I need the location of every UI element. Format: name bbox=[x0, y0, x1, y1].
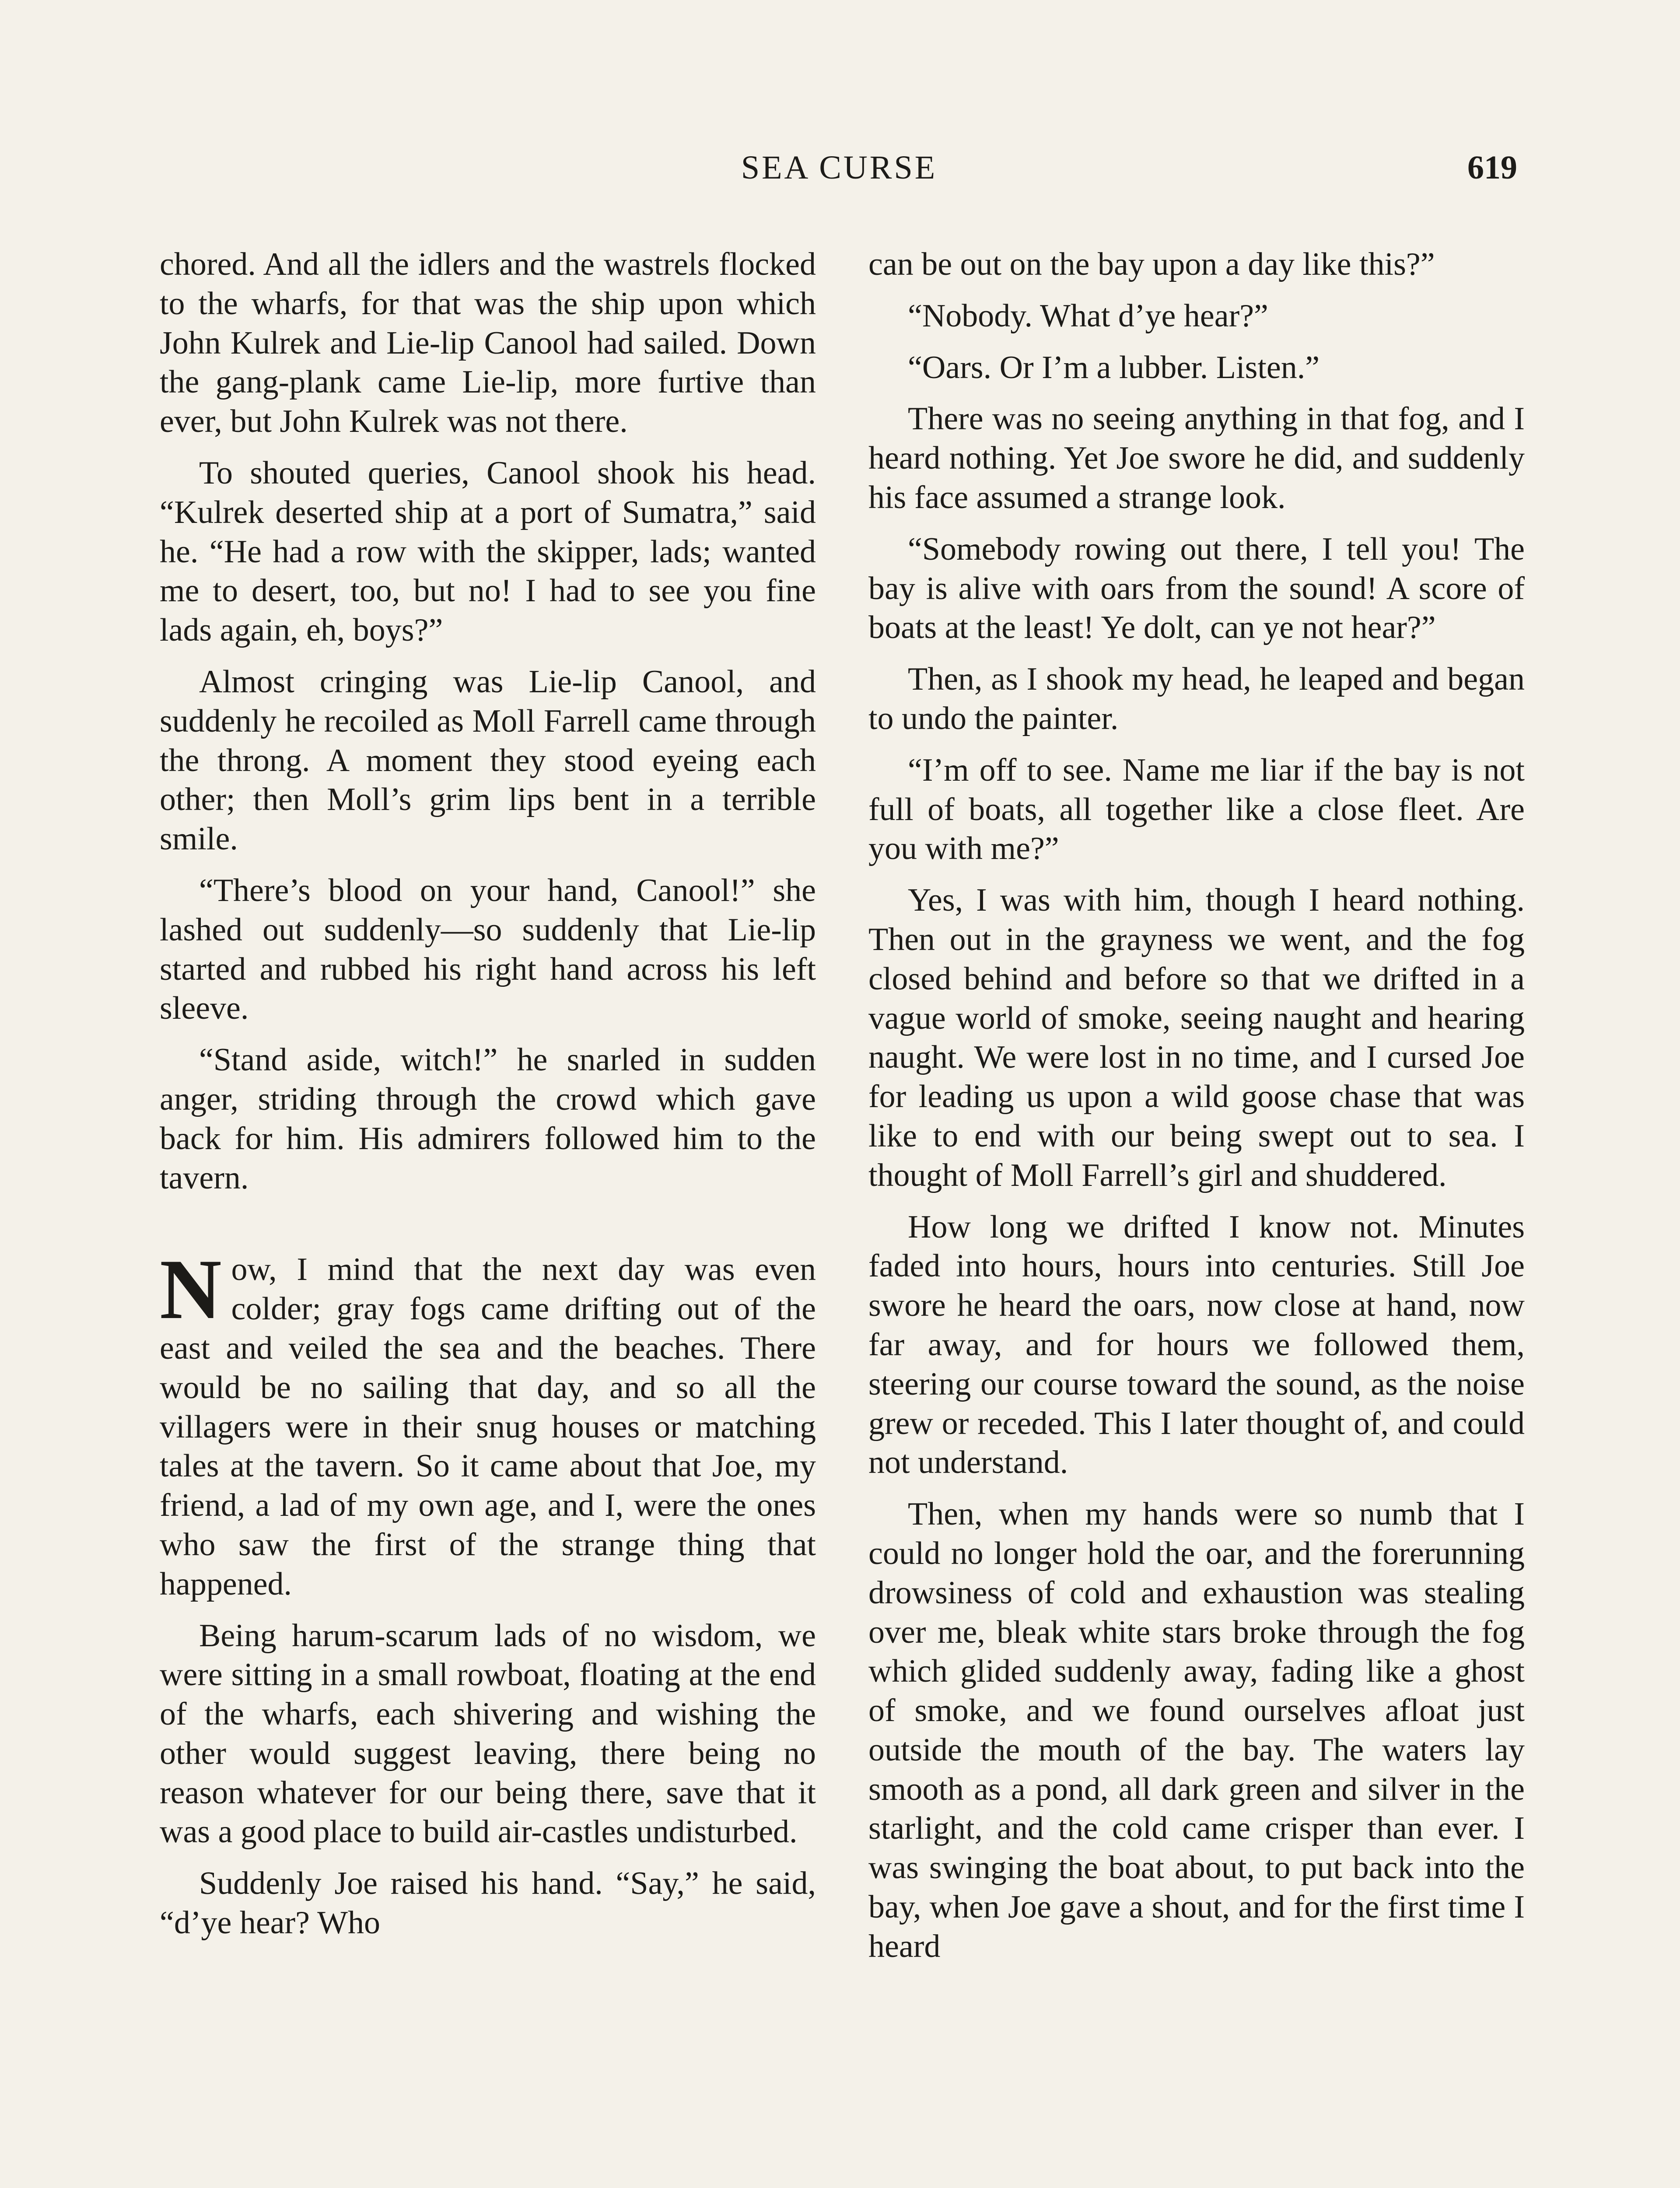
page-header bbox=[161, 149, 1517, 197]
paragraph: Being harum-scarum lads of no wisdom, we were sitting in a small rowboat, floating at the end of the wharfs, each shivering and wishing the other would suggest leaving, there being no reason whatever for our being there, save that it was a good place to build air-castles undisturbed. bbox=[160, 1617, 816, 1850]
running-title: SEA CURSE bbox=[741, 149, 938, 186]
paragraph: “Nobody. What d’ye hear?” bbox=[908, 298, 1268, 334]
paragraph: Then, as I shook my head, he leaped and began to undo the painter. bbox=[868, 661, 1525, 736]
paragraph: “There’s blood on your hand, Canool!” she lashed out suddenly—so suddenly that Lie-lip started and rubbed his right hand across his left sleeve. bbox=[160, 872, 816, 1027]
paragraph: Suddenly Joe raised his hand. “Say,” he said, “d’ye hear? Who bbox=[160, 1865, 816, 1941]
paragraph: Then, when my hands were so numb that I could no longer hold the oar, and the forerunning drowsiness of cold and exhaustion was stealing over me, bleak white stars broke through the fog which glided suddenly away, fading like a ghost of smoke, and we found ourselves afloat just outside the mouth of the bay. The waters lay smooth as a pond, all dark green and silver in the starlight, and the cold came crisper than ever. I was swinging the boat about, to put back into the bay, when Joe gave a shout, and for the first time I heard bbox=[868, 1496, 1525, 1964]
section-text: ow, I mind that the next day was even colder; gray fogs came drifting out of the east and veiled the sea and the beaches. There would be no sailing that day, and so all the villagers were in their snug houses or matching tales at the tavern. So it came about that Joe, my friend, a lad of my own age, and I, were the ones who saw the first of the strange thing that happened. bbox=[160, 1252, 816, 1602]
paragraph: “Somebody rowing out there, I tell you! The bay is alive with oars from the sound! A score of boats at the least! Ye dolt, can ye not hear?” bbox=[868, 531, 1525, 646]
paragraph: To shouted queries, Canool shook his head. “Kulrek deserted ship at a port of Sumatra,” said he. “He had a row with the skipper, lads; wanted me to desert, too, but no! I had to see you fine lads again, eh, boys?” bbox=[160, 455, 816, 649]
paragraph: Almost cringing was Lie-lip Canool, and suddenly he recoiled as Moll Farrell came through the throng. A moment they stood eyeing each other; then Moll’s grim lips bent in a terrible smile. bbox=[160, 663, 816, 857]
left-column bbox=[160, 245, 816, 1955]
page-number: 619 bbox=[1467, 149, 1517, 186]
paragraph: can be out on the bay upon a day like this?” bbox=[868, 246, 1435, 282]
paragraph: How long we drifted I know not. Minutes faded into hours, hours into centuries. Still Joe swore he heard the oars, now close at hand, now far away, and for hours we followed them, steering our course toward the sound, as the noise grew or receded. This I later thought of, and could not understand. bbox=[868, 1209, 1525, 1481]
paragraph: “I’m off to see. Name me liar if the bay is not full of boats, all together like a close fleet. Are you with me?” bbox=[868, 752, 1525, 867]
right-column bbox=[868, 245, 1525, 1979]
paragraph: chored. And all the idlers and the wastrels flocked to the wharfs, for that was the ship upon which John Kulrek and Lie-lip Canool had sailed. Down the gang-plank came Lie-lip, more furtive than ever, but John Kulrek was not there. bbox=[160, 246, 816, 440]
paragraph: Yes, I was with him, though I heard nothing. Then out in the grayness we went, and the fog closed behind and before so that we drifted in a vague world of smoke, seeing naught and hearing naught. We were lost in no time, and I cursed Joe for leading us upon a wild goose chase that was like to end with our being swept out to sea. I thought of Moll Farrell’s girl and shuddered. bbox=[868, 882, 1525, 1193]
drop-cap: N bbox=[160, 1242, 222, 1337]
paragraph: “Oars. Or I’m a lubber. Listen.” bbox=[908, 349, 1320, 386]
paragraph: There was no seeing anything in that fog, and I heard nothing. Yet Joe swore he did, and suddenly his face assumed a strange look. bbox=[868, 401, 1525, 515]
paragraph: “Stand aside, witch!” he snarled in sudden anger, striding through the crowd which gave back for him. His admirers followed him to the tavern. bbox=[160, 1042, 816, 1196]
section-paragraph bbox=[160, 1242, 816, 1604]
